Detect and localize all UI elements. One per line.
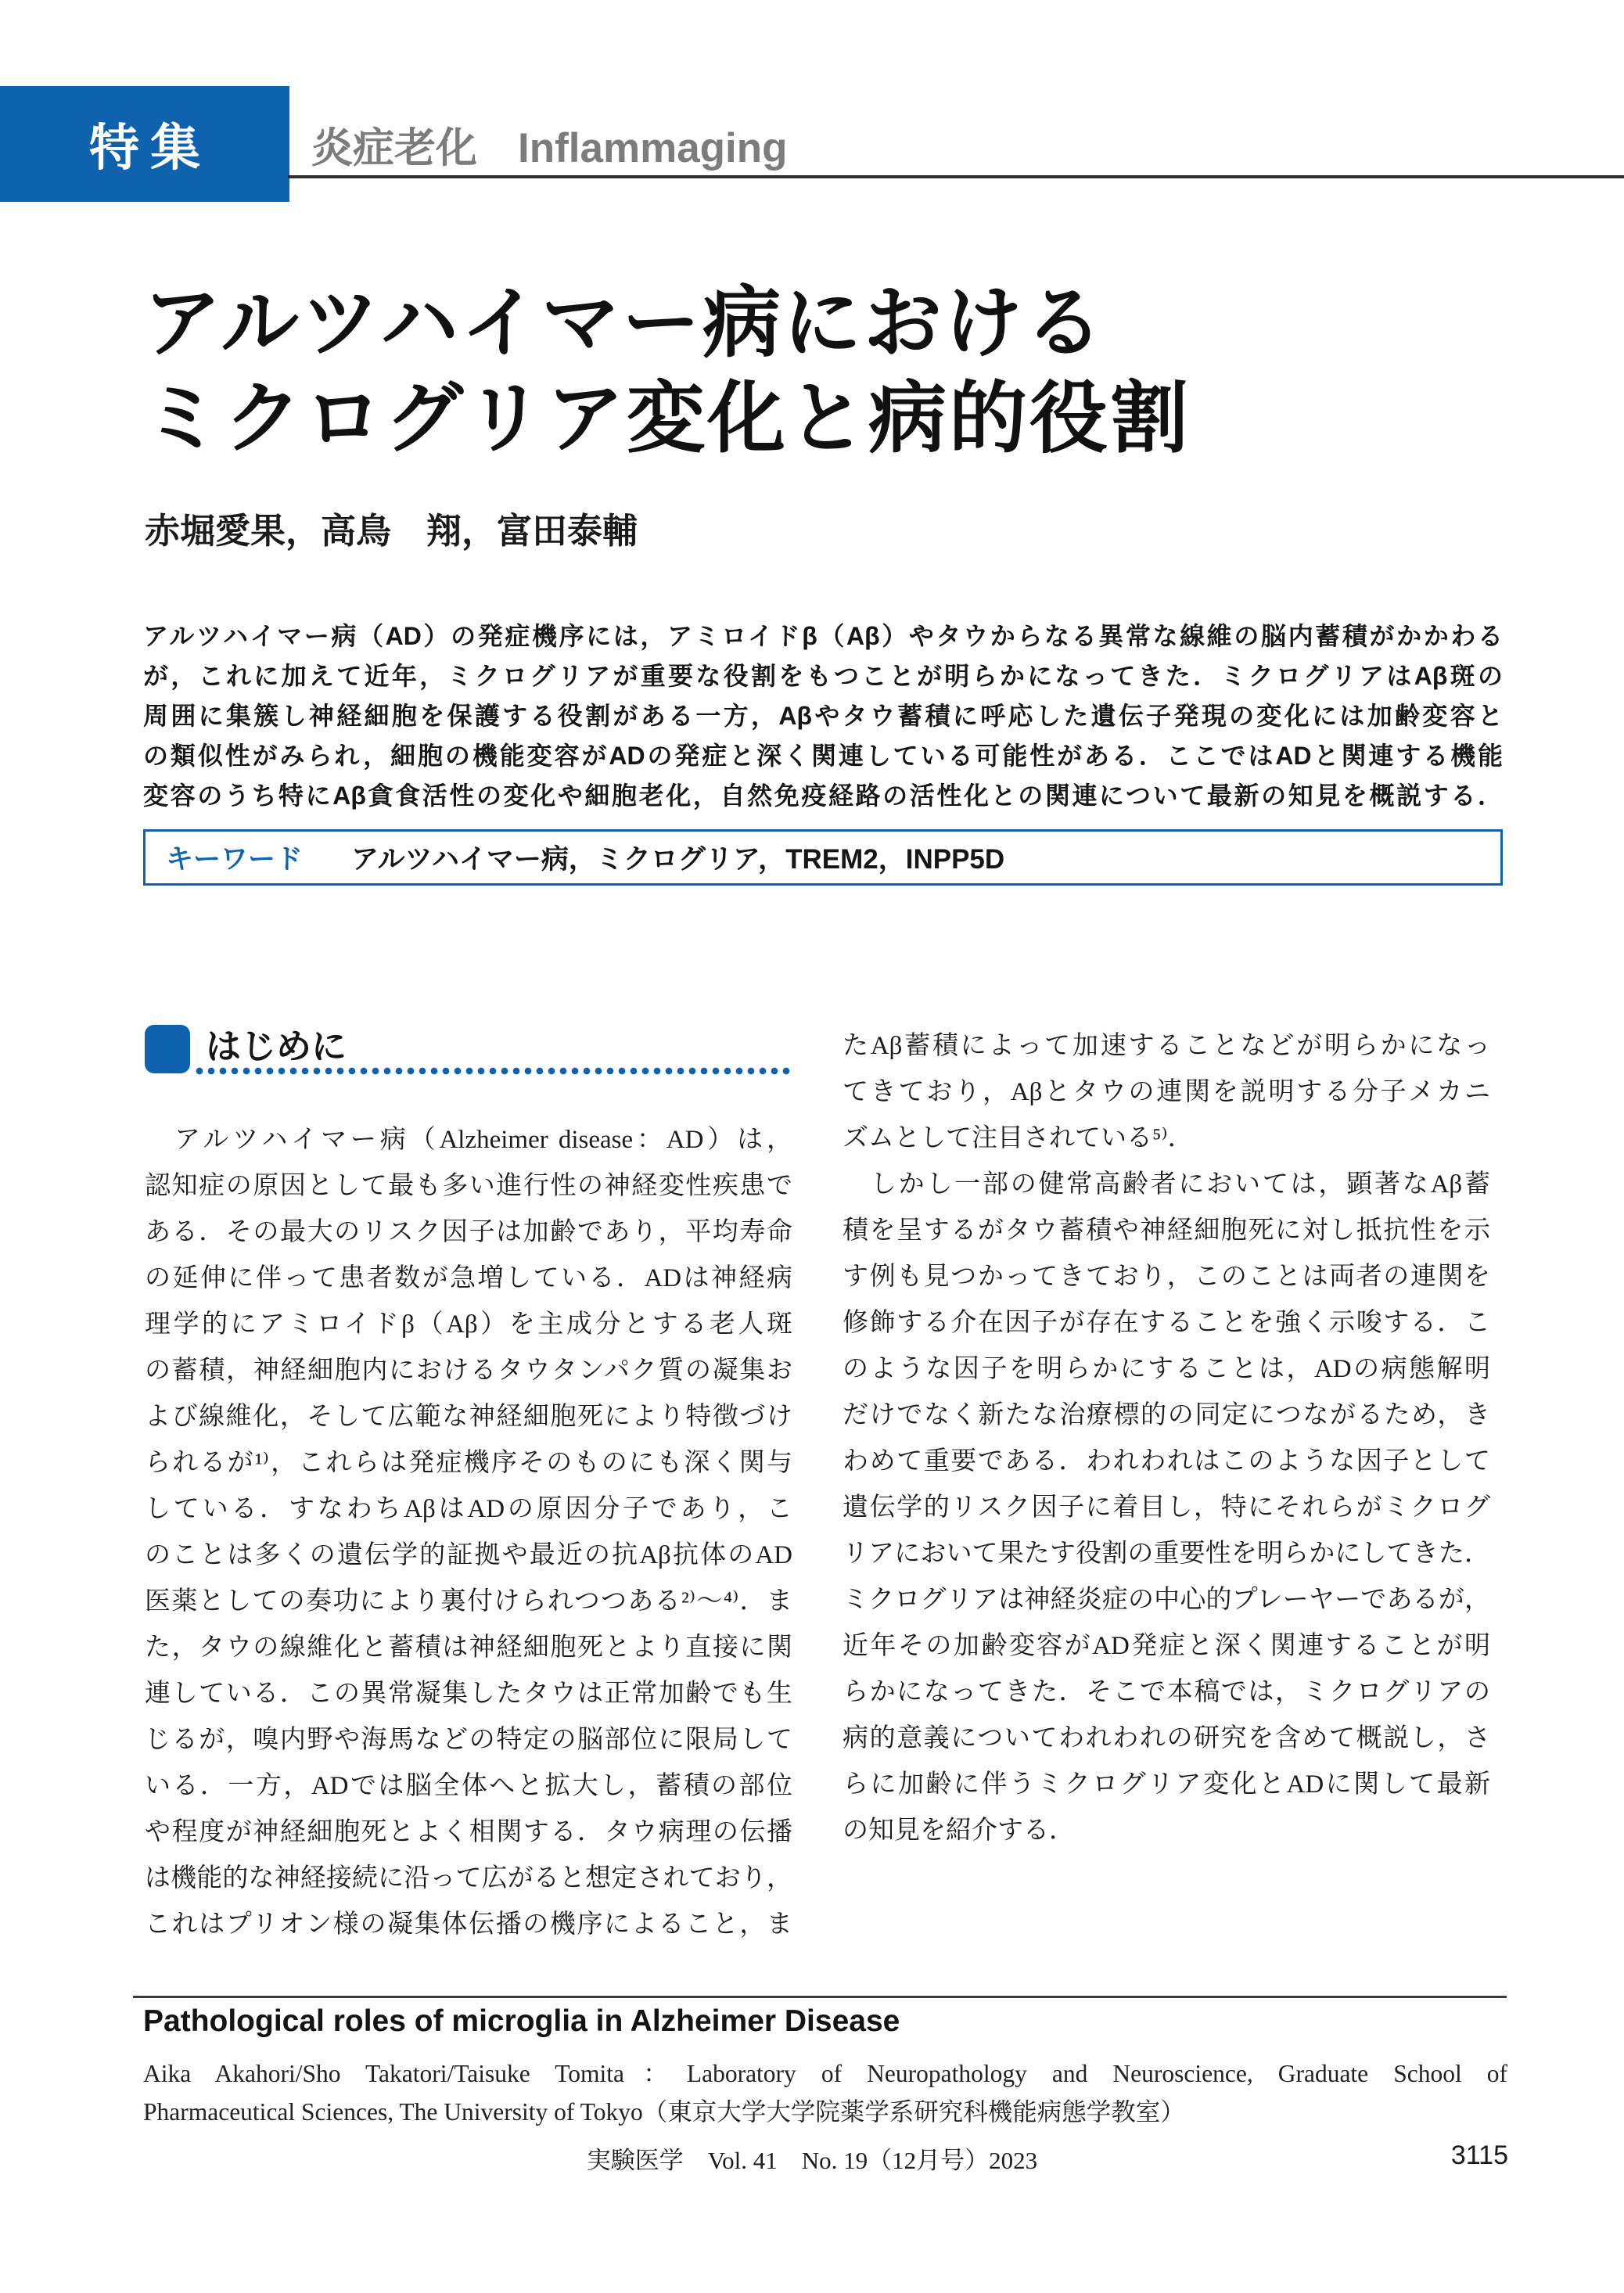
body-line: 病的意義についてわれわれの研究を含めて概説し，さ — [843, 1724, 1490, 1752]
series-title — [311, 117, 788, 180]
abstract-line: アルツハイマー病（AD）の発症機序には，アミロイドβ（Aβ）やタウからなる異常な線維の脳内蓄積がかかわる — [143, 622, 1503, 650]
series-title-ja: 炎症老化 — [311, 125, 477, 171]
body-line: 近年その加齢変容がAD発症と深く関連することが明 — [843, 1632, 1490, 1660]
body-line: ズムとして注目されている⁵⁾． — [843, 1124, 1194, 1152]
journal-info: 実験医学 Vol. 41 No. 19（12月号）2023 — [586, 2147, 1038, 2174]
body-line: す例も見つかってきており，このことは両者の連関を — [843, 1263, 1490, 1291]
abstract-line: 変容のうち特にAβ貪食活性の変化や細胞老化，自然免疫経路の活性化との関連について最新の知見を概説する． — [143, 782, 1503, 810]
body-line: 連している．この異常凝集したタウは正常加齢でも生 — [145, 1680, 792, 1708]
body-line: している．すなわちAβはADの原因分子であり，こ — [145, 1495, 792, 1523]
feature-box — [0, 86, 289, 202]
left-column — [145, 1117, 792, 1948]
section-marker-icon — [145, 1025, 190, 1073]
body-line: だけでなく新たな治療標的の同定につながるため，き — [843, 1401, 1490, 1429]
body-line: らかになってきた．そこで本稿では，ミクログリアの — [843, 1678, 1490, 1706]
body-line: これはプリオン様の凝集体伝播の機序によること，ま — [145, 1910, 792, 1939]
body-line: らに加齢に伴うミクログリア変化とADに関して最新 — [843, 1770, 1490, 1799]
section-heading-text: はじめに — [206, 1026, 347, 1066]
body-line: の知見を紹介する． — [843, 1817, 1075, 1845]
body-line: いる．一方，ADでは脳全体へと拡大し，蓄積の部位 — [145, 1772, 792, 1800]
body-line: 遺伝学的リスク因子に着目し，特にそれらがミクログ — [843, 1493, 1490, 1522]
body-line: や程度が神経細胞死とよく相関する．タウ病理の伝播 — [145, 1818, 793, 1846]
keyword-label: キーワード — [166, 844, 304, 875]
feature-label: 特集 — [89, 120, 211, 176]
right-column — [843, 1023, 1490, 1854]
body-line: 医薬としての奏功により裏付けられつつある²⁾～⁴⁾．ま — [145, 1587, 792, 1616]
body-line: たAβ蓄積によって加速することなどが明らかになっ — [843, 1032, 1490, 1060]
footer-rule — [133, 1996, 1507, 1998]
body-line: ミクログリアは神経炎症の中心的プレーヤーであるが， — [843, 1586, 1490, 1614]
body-line: 理学的にアミロイドβ（Aβ）を主成分とする老人斑 — [145, 1310, 792, 1339]
body-line: よび線維化，そして広範な神経細胞死により特徴づけ — [145, 1403, 792, 1431]
article-title-line1: アルツハイマー病における — [143, 279, 1105, 367]
section-dotted-rule — [196, 1067, 792, 1075]
body-line: 積を呈するがタウ蓄積や神経細胞死に対し抵抗性を示 — [843, 1217, 1490, 1245]
body-line: わめて重要である．われわれはこのような因子として — [843, 1447, 1490, 1475]
body-line: てきており，Aβとタウの連関を説明する分子メカニ — [843, 1078, 1490, 1106]
page-number: 3115 — [1450, 2140, 1508, 2170]
body-line: リアにおいて果たす役割の重要性を明らかにしてきた． — [843, 1540, 1490, 1568]
authors: 赤堀愛果，高鳥 翔，富田泰輔 — [145, 511, 638, 551]
body-line: アルツハイマー病（Alzheimer disease：AD）は， — [145, 1126, 792, 1154]
keyword-text: アルツハイマー病，ミクログリア，TREM2，INPP5D — [351, 844, 1005, 875]
series-title-en: Inflammaging — [518, 125, 788, 171]
body-line: のような因子を明らかにすることは，ADの病態解明 — [843, 1355, 1490, 1383]
abstract-line: 周囲に集簇し神経細胞を保護する役割がある一方，Aβやタウ蓄積に呼応した遺伝子発現の変化には加齢変容と — [143, 702, 1503, 730]
body-line: た，タウの線維化と蓄積は神経細胞死とより直接に関 — [145, 1633, 792, 1662]
body-line: られるが¹⁾，これらは発症機序そのものにも深く関与 — [145, 1449, 792, 1477]
body-line: の延伸に伴って患者数が急増している．ADは神経病 — [145, 1264, 792, 1292]
keyword-box — [143, 829, 1503, 886]
footer-english-title: Pathological roles of microglia in Alzheimer Disease — [143, 2004, 900, 2038]
body-line: 認知症の原因として最も多い進行性の神経変性疾患で — [145, 1172, 792, 1200]
body-line: しかし一部の健常高齢者においては，顕著なAβ蓄 — [843, 1170, 1490, 1199]
body-line: の蓄積，神経細胞内におけるタウタンパク質の凝集お — [145, 1357, 792, 1385]
section-heading — [145, 1025, 792, 1080]
abstract-line: が，これに加えて近年，ミクログリアが重要な役割をもつことが明らかになってきた．ミクログリアはAβ斑の — [143, 662, 1503, 690]
affiliation-line: Aika Akahori/Sho Takatori/Taisuke Tomita：Laboratory of Neuropathology and Neuroscience, Graduate School of — [143, 2060, 1507, 2087]
abstract-line: の類似性がみられ，細胞の機能変容がADの発症と深く関連している可能性がある．ここではADと関連する機能 — [143, 742, 1503, 770]
affiliation-line: Pharmaceutical Sciences, The University of Tokyo（東京大学大学院薬学系研究科機能病態学教室） — [143, 2098, 1185, 2126]
abstract — [143, 616, 1503, 816]
body-line: ある．その最大のリスク因子は加齢であり，平均寿命 — [145, 1218, 792, 1246]
body-line: のことは多くの遺伝学的証拠や最近の抗Aβ抗体のAD — [145, 1541, 792, 1569]
body-line: じるが，嗅内野や海馬などの特定の脳部位に限局して — [145, 1726, 792, 1754]
body-line: 修飾する介在因子が存在することを強く示唆する．こ — [843, 1309, 1490, 1337]
article-title — [143, 275, 1191, 466]
article-title-line2: ミクログリア変化と病的役割 — [143, 375, 1191, 462]
body-line: は機能的な神経接続に沿って広がると想定されており， — [145, 1864, 792, 1892]
footer-affiliation — [143, 2054, 1507, 2131]
